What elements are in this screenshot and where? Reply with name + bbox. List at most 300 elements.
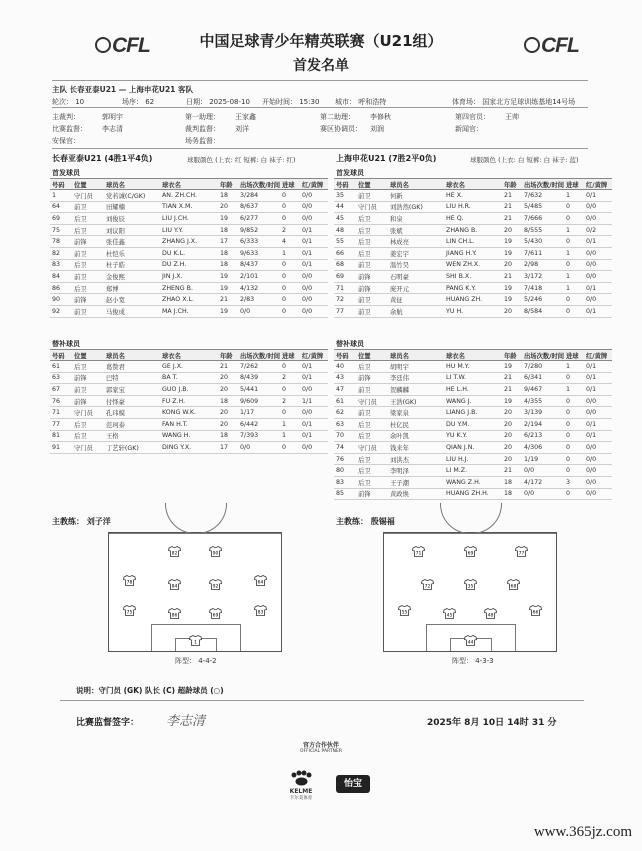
cell-goals: 0 bbox=[564, 294, 584, 306]
cell-shirt-name: LIANG J.B. bbox=[444, 407, 502, 419]
cell-cards: 0/0 bbox=[584, 259, 612, 271]
cell-cards: 0/1 bbox=[300, 430, 328, 442]
home-starters-title: 首发球员 bbox=[52, 169, 80, 177]
cell-cards: 0/1 bbox=[584, 430, 612, 442]
player-shirt-icon bbox=[254, 601, 267, 616]
home-formation-pitch bbox=[108, 532, 282, 652]
cell-shirt-name: HUANG ZH.H. bbox=[444, 488, 502, 500]
cell-cards: 0/1 bbox=[584, 190, 612, 202]
cell-age: 20 bbox=[502, 224, 522, 236]
column-header-shirt-name: 球衣名 bbox=[160, 350, 218, 361]
cell-cards: 0/1 bbox=[584, 418, 612, 430]
cell-age: 21 bbox=[218, 361, 238, 373]
cell-cards: 0/0 bbox=[300, 407, 328, 419]
cell-number: 43 bbox=[334, 372, 356, 384]
cell-number: 77 bbox=[334, 305, 356, 317]
table-row bbox=[334, 271, 612, 283]
cell-player-name: 金俊熙 bbox=[104, 271, 160, 283]
kickoff: 开始时间： 15:30 bbox=[262, 98, 320, 106]
cell-player-name: 刘洪杰 bbox=[388, 453, 444, 465]
cell-goals: 0 bbox=[564, 305, 584, 317]
cell-appearances: 0/0 bbox=[238, 305, 280, 317]
official-label: 比赛监督： bbox=[52, 125, 87, 133]
shirt-number: 48 bbox=[487, 613, 494, 619]
table-row bbox=[334, 224, 612, 236]
column-header-position: 位置 bbox=[72, 350, 104, 361]
cell-appearances: 0/0 bbox=[238, 442, 280, 454]
cell-goals: 0 bbox=[280, 407, 300, 419]
cfl-logo-right: CFL bbox=[524, 34, 579, 58]
official-name: 李志清 bbox=[102, 125, 123, 133]
cell-player-name: 姜宏宇 bbox=[388, 247, 444, 259]
cell-shirt-name: WANG J. bbox=[444, 395, 502, 407]
cell-shirt-name: YU K.Y. bbox=[444, 430, 502, 442]
cell-shirt-name: DU Y.M. bbox=[444, 418, 502, 430]
cell-position: 前卫 bbox=[72, 305, 104, 317]
table-row bbox=[334, 259, 612, 271]
cell-cards: 0/2 bbox=[584, 224, 612, 236]
home-team-name: 长春亚泰U21 (4胜1平4负) bbox=[52, 154, 153, 163]
cell-appearances: 4/355 bbox=[522, 395, 564, 407]
cell-appearances: 3/172 bbox=[522, 271, 564, 283]
table-row bbox=[334, 305, 612, 317]
player-shirt-icon bbox=[168, 542, 181, 557]
cell-appearances: 2/83 bbox=[238, 294, 280, 306]
column-header-shirt-name: 球衣名 bbox=[160, 179, 218, 190]
cell-appearances: 5/441 bbox=[238, 384, 280, 396]
cell-cards: 0/0 bbox=[300, 213, 328, 225]
match-no: 场序： 62 bbox=[122, 98, 155, 106]
cell-number: 85 bbox=[334, 488, 356, 500]
shirt-number: 66 bbox=[532, 610, 539, 616]
cell-cards: 0/1 bbox=[584, 372, 612, 384]
cell-goals: 1 bbox=[564, 384, 584, 396]
column-header-player-name: 球员名 bbox=[388, 350, 444, 361]
cell-number: 81 bbox=[50, 430, 72, 442]
shirt-number: 1 bbox=[193, 640, 197, 646]
cell-position: 前卫 bbox=[356, 384, 388, 396]
cell-position: 后卫 bbox=[72, 418, 104, 430]
cell-shirt-name: LIU H.J. bbox=[444, 453, 502, 465]
cell-age: 20 bbox=[218, 384, 238, 396]
cell-age: 18 bbox=[218, 430, 238, 442]
watermark: www.365jz.com bbox=[533, 824, 632, 840]
supervisor-label: 比赛监督签字： bbox=[76, 718, 140, 728]
shirt-number: 68 bbox=[510, 584, 516, 590]
cell-player-name: 庞开元 bbox=[388, 282, 444, 294]
cell-player-name: 葛赞君 bbox=[104, 361, 160, 373]
official-name: 刘洋 bbox=[235, 125, 249, 133]
cell-goals: 0 bbox=[280, 213, 300, 225]
shirt-number: 69 bbox=[212, 613, 219, 619]
cell-player-name: 赵小宽 bbox=[104, 294, 160, 306]
official-label: 第二助理： bbox=[320, 113, 355, 121]
cell-appearances: 9/609 bbox=[238, 395, 280, 407]
cell-player-name: 余叶凯 bbox=[388, 430, 444, 442]
player-shirt-icon bbox=[515, 542, 528, 557]
cell-shirt-name: GE J.X. bbox=[160, 361, 218, 373]
cell-position: 后卫 bbox=[356, 430, 388, 442]
shirt-number: 45 bbox=[446, 613, 453, 619]
cell-player-name: 范珂泰 bbox=[104, 418, 160, 430]
cell-shirt-name: FU Z.H. bbox=[160, 395, 218, 407]
cell-player-name: 贺麟麟 bbox=[388, 384, 444, 396]
cell-number: 55 bbox=[334, 236, 356, 248]
cell-shirt-name: AN. ZH.CH. bbox=[160, 190, 218, 202]
cell-goals: 0 bbox=[280, 190, 300, 202]
column-header-appearances: 出场次数/时间 bbox=[522, 350, 564, 361]
cell-player-name: 胡明宇 bbox=[388, 361, 444, 373]
away-starters-table bbox=[334, 178, 612, 318]
cell-goals: 1 bbox=[564, 271, 584, 283]
supervisor-signature: 李志清 bbox=[166, 714, 206, 729]
table-row bbox=[334, 488, 612, 500]
player-shirt-icon bbox=[421, 575, 434, 590]
city: 城市： 呼和浩特 bbox=[335, 98, 387, 106]
table-row bbox=[50, 190, 328, 202]
column-header-cards: 红/黄牌 bbox=[584, 350, 612, 361]
cell-shirt-name: HE Q. bbox=[444, 213, 502, 225]
player-shirt-icon bbox=[464, 575, 477, 590]
cell-cards: 0/0 bbox=[584, 476, 612, 488]
cell-age: 21 bbox=[502, 372, 522, 384]
cell-goals: 0 bbox=[564, 488, 584, 500]
player-shirt-icon bbox=[529, 601, 542, 616]
cell-number: 83 bbox=[334, 476, 356, 488]
away-starters-title: 首发球员 bbox=[336, 169, 364, 177]
away-formation: 阵型： 4-3-3 bbox=[452, 657, 494, 665]
cell-goals: 2 bbox=[280, 372, 300, 384]
cell-cards: 0/0 bbox=[584, 465, 612, 477]
cell-position: 后卫 bbox=[72, 430, 104, 442]
away-subs-title: 替补球员 bbox=[336, 340, 364, 348]
table-row bbox=[334, 190, 612, 202]
cell-number: 48 bbox=[334, 224, 356, 236]
cell-goals: 0 bbox=[280, 294, 300, 306]
divider bbox=[52, 107, 588, 108]
cell-goals: 3 bbox=[564, 476, 584, 488]
cell-player-name: 黄政焕 bbox=[388, 488, 444, 500]
cell-goals: 1 bbox=[280, 247, 300, 259]
cell-number: 84 bbox=[50, 271, 72, 283]
table-row bbox=[334, 407, 612, 419]
cell-cards: 0/0 bbox=[584, 213, 612, 225]
cell-position: 后卫 bbox=[72, 224, 104, 236]
cell-appearances: 1/19 bbox=[522, 453, 564, 465]
column-header-position: 位置 bbox=[72, 179, 104, 190]
cell-shirt-name: HUANG ZH. bbox=[444, 294, 502, 306]
cell-position: 后卫 bbox=[356, 465, 388, 477]
cell-cards: 0/0 bbox=[584, 201, 612, 213]
cell-appearances: 2/101 bbox=[238, 271, 280, 283]
cell-number: 76 bbox=[50, 395, 72, 407]
cell-age: 19 bbox=[502, 395, 522, 407]
cell-appearances: 9/852 bbox=[238, 224, 280, 236]
signed-time: 2025年 8月 10日 14时 31 分 bbox=[427, 718, 557, 728]
cell-shirt-name: SHI B.X. bbox=[444, 271, 502, 283]
table-row bbox=[334, 465, 612, 477]
cell-position: 后卫 bbox=[356, 247, 388, 259]
cell-appearances: 6/341 bbox=[522, 372, 564, 384]
cell-age: 20 bbox=[502, 305, 522, 317]
home-subs-table bbox=[50, 349, 328, 454]
cell-player-name: 丁艺轩(GK) bbox=[104, 442, 160, 454]
cell-position: 前锋 bbox=[356, 488, 388, 500]
cell-goals: 1 bbox=[564, 247, 584, 259]
cell-player-name: 石明豪 bbox=[388, 271, 444, 283]
cell-position: 前锋 bbox=[356, 271, 388, 283]
official-label: 场务监督： bbox=[185, 137, 220, 145]
table-header bbox=[334, 350, 612, 361]
table-row bbox=[50, 384, 328, 396]
cell-position: 后卫 bbox=[356, 361, 388, 373]
legend-note: 说明：守门员 (GK) 队长 (C) 超龄球员 (○) bbox=[76, 686, 224, 695]
cell-goals: 1 bbox=[564, 361, 584, 373]
cell-player-name: 郑博 bbox=[104, 282, 160, 294]
center-arc bbox=[165, 503, 227, 534]
column-header-appearances: 出场次数/时间 bbox=[238, 350, 280, 361]
cell-appearances: 9/467 bbox=[522, 384, 564, 396]
cell-number: 63 bbox=[50, 372, 72, 384]
cell-appearances: 6/442 bbox=[238, 418, 280, 430]
cell-position: 后卫 bbox=[356, 236, 388, 248]
table-row bbox=[334, 442, 612, 454]
cell-shirt-name: DING Y.X. bbox=[160, 442, 218, 454]
cell-age: 18 bbox=[502, 476, 522, 488]
cell-position: 前锋 bbox=[72, 372, 104, 384]
cell-position: 前卫 bbox=[72, 201, 104, 213]
official-label: 第四官员： bbox=[455, 113, 490, 121]
shirt-number: 92 bbox=[212, 584, 219, 590]
cell-shirt-name: ZHAO X.L. bbox=[160, 294, 218, 306]
cell-cards: 0/0 bbox=[300, 282, 328, 294]
cell-number: 72 bbox=[334, 294, 356, 306]
cell-goals: 0 bbox=[280, 305, 300, 317]
cell-number: 69 bbox=[50, 213, 72, 225]
cell-age: 20 bbox=[502, 430, 522, 442]
official-name: 郭明宇 bbox=[102, 113, 123, 121]
cell-appearances: 1/17 bbox=[238, 407, 280, 419]
cell-player-name: 温竹昊 bbox=[388, 259, 444, 271]
table-row bbox=[50, 247, 328, 259]
cell-number: 74 bbox=[334, 442, 356, 454]
cell-number: 64 bbox=[50, 201, 72, 213]
cell-goals: 0 bbox=[564, 236, 584, 248]
cell-number: 70 bbox=[334, 430, 356, 442]
cell-appearances: 5/485 bbox=[522, 201, 564, 213]
away-subs-table bbox=[334, 349, 612, 500]
cell-age: 20 bbox=[502, 259, 522, 271]
cell-player-name: 杜子皓 bbox=[104, 259, 160, 271]
official-label: 第一助理： bbox=[185, 113, 220, 121]
cell-player-name: 李廷伟 bbox=[388, 372, 444, 384]
cell-player-name: 马俊成 bbox=[104, 305, 160, 317]
cell-appearances: 6/277 bbox=[238, 213, 280, 225]
player-shirt-icon bbox=[189, 631, 202, 646]
column-header-shirt-name: 球衣名 bbox=[444, 179, 502, 190]
cell-age: 19 bbox=[218, 282, 238, 294]
cell-goals: 1 bbox=[564, 224, 584, 236]
kelme-logo bbox=[284, 770, 318, 801]
cell-shirt-name: HE X. bbox=[444, 190, 502, 202]
cell-age: 21 bbox=[502, 271, 522, 283]
home-coach: 主教练： 刘子洋 bbox=[52, 517, 111, 526]
venue: 体育场： 国家北方足球训练基地14号场 bbox=[452, 98, 576, 106]
cell-age: 19 bbox=[502, 294, 522, 306]
cell-player-name: 王格 bbox=[104, 430, 160, 442]
table-row bbox=[50, 282, 328, 294]
cfl-logo-left: CFL bbox=[95, 34, 150, 58]
cell-shirt-name: GUO J.B. bbox=[160, 384, 218, 396]
official-label: 赛区协调员： bbox=[320, 125, 362, 133]
cell-age: 20 bbox=[502, 442, 522, 454]
cell-goals: 1 bbox=[280, 430, 300, 442]
cell-cards: 0/1 bbox=[584, 236, 612, 248]
cell-goals: 0 bbox=[280, 361, 300, 373]
cell-age: 20 bbox=[218, 201, 238, 213]
cell-position: 前卫 bbox=[356, 294, 388, 306]
cell-cards: 0/0 bbox=[300, 271, 328, 283]
cell-goals: 0 bbox=[280, 271, 300, 283]
cell-cards: 0/1 bbox=[300, 224, 328, 236]
cell-shirt-name: ZHANG B. bbox=[444, 224, 502, 236]
column-header-cards: 红/黄牌 bbox=[300, 179, 328, 190]
cell-shirt-name: FAN H.T. bbox=[160, 418, 218, 430]
table-header bbox=[50, 350, 328, 361]
shirt-number: 84 bbox=[171, 584, 178, 590]
cell-number: 92 bbox=[50, 305, 72, 317]
cell-age: 21 bbox=[502, 201, 522, 213]
table-header bbox=[50, 179, 328, 190]
column-header-cards: 红/黄牌 bbox=[584, 179, 612, 190]
home-starters-table bbox=[50, 178, 328, 318]
cell-position: 后卫 bbox=[356, 213, 388, 225]
player-shirt-icon bbox=[507, 575, 520, 590]
cell-goals: 0 bbox=[564, 430, 584, 442]
table-row bbox=[334, 247, 612, 259]
cell-position: 前锋 bbox=[72, 294, 104, 306]
cell-appearances: 8/584 bbox=[522, 305, 564, 317]
table-row bbox=[334, 395, 612, 407]
cell-number: 66 bbox=[334, 247, 356, 259]
cell-age: 19 bbox=[218, 271, 238, 283]
cell-position: 前卫 bbox=[72, 384, 104, 396]
away-team-name: 上海申花U21 (7胜2平0负) bbox=[336, 154, 437, 163]
table-row bbox=[50, 430, 328, 442]
kelme-name: KELME bbox=[289, 788, 313, 795]
cell-position: 后卫 bbox=[72, 361, 104, 373]
cell-player-name: 王子潮 bbox=[388, 476, 444, 488]
cell-number: 75 bbox=[50, 224, 72, 236]
player-shirt-icon bbox=[123, 571, 136, 586]
cell-cards: 0/1 bbox=[584, 361, 612, 373]
shirt-number: 90 bbox=[212, 551, 219, 557]
cell-cards: 0/1 bbox=[300, 372, 328, 384]
cell-player-name: 郭家宝 bbox=[104, 384, 160, 396]
cell-number: 61 bbox=[50, 361, 72, 373]
cell-cards: 0/1 bbox=[300, 236, 328, 248]
cell-position: 后卫 bbox=[356, 476, 388, 488]
cell-goals: 0 bbox=[564, 465, 584, 477]
cell-appearances: 5/430 bbox=[522, 236, 564, 248]
cell-goals: 0 bbox=[280, 259, 300, 271]
player-shirt-icon bbox=[168, 604, 181, 619]
cell-shirt-name: DU Z.H. bbox=[160, 259, 218, 271]
cell-appearances: 7/262 bbox=[238, 361, 280, 373]
shirt-number: 77 bbox=[518, 551, 525, 557]
cell-age: 17 bbox=[218, 236, 238, 248]
column-header-goals: 进球 bbox=[280, 179, 300, 190]
cell-appearances: 4/132 bbox=[238, 282, 280, 294]
cell-player-name: 张斌 bbox=[388, 224, 444, 236]
cell-number: 78 bbox=[50, 236, 72, 248]
round: 轮次： 10 bbox=[52, 98, 85, 106]
player-shirt-icon bbox=[123, 601, 136, 616]
cell-position: 后卫 bbox=[356, 224, 388, 236]
shirt-number: 75 bbox=[126, 610, 133, 616]
cell-player-name: 梁家泉 bbox=[388, 407, 444, 419]
cell-number: 91 bbox=[50, 442, 72, 454]
table-row bbox=[334, 476, 612, 488]
shirt-number: 83 bbox=[257, 610, 264, 616]
cell-age: 21 bbox=[502, 465, 522, 477]
cell-appearances: 8/439 bbox=[238, 372, 280, 384]
cell-number: 80 bbox=[334, 465, 356, 477]
table-row bbox=[334, 361, 612, 373]
shirt-number: 35 bbox=[467, 584, 473, 590]
cell-appearances: 7/632 bbox=[522, 190, 564, 202]
cell-cards: 0/0 bbox=[584, 294, 612, 306]
cell-cards: 0/1 bbox=[300, 361, 328, 373]
cell-position: 前锋 bbox=[356, 282, 388, 294]
cell-age: 18 bbox=[218, 247, 238, 259]
cell-cards: 0/0 bbox=[584, 453, 612, 465]
official-name: 王帅 bbox=[505, 113, 519, 121]
center-arc bbox=[440, 503, 502, 534]
cell-position: 守门员 bbox=[356, 395, 388, 407]
home-subs-title: 替补球员 bbox=[52, 340, 80, 348]
player-shirt-icon bbox=[464, 542, 477, 557]
table-row bbox=[50, 442, 328, 454]
cell-player-name: 和泉 bbox=[388, 213, 444, 225]
table-row bbox=[50, 407, 328, 419]
cell-appearances: 8/555 bbox=[522, 224, 564, 236]
cell-cards: 0/0 bbox=[300, 201, 328, 213]
table-row bbox=[50, 361, 328, 373]
cell-number: 90 bbox=[50, 294, 72, 306]
cell-age: 19 bbox=[218, 213, 238, 225]
cell-shirt-name: ZHENG B. bbox=[160, 282, 218, 294]
cell-position: 前卫 bbox=[72, 247, 104, 259]
table-row bbox=[50, 259, 328, 271]
partner-subtitle: OFFICIAL PARTNER bbox=[300, 749, 342, 754]
cell-age: 17 bbox=[218, 442, 238, 454]
cell-goals: 0 bbox=[564, 418, 584, 430]
table-row bbox=[50, 305, 328, 317]
official-name: 李修秋 bbox=[370, 113, 391, 121]
cell-age: 18 bbox=[218, 190, 238, 202]
cell-goals: 0 bbox=[564, 259, 584, 271]
cell-appearances: 4/306 bbox=[522, 442, 564, 454]
table-row bbox=[50, 372, 328, 384]
cell-shirt-name: BA T. bbox=[160, 372, 218, 384]
cell-age: 19 bbox=[502, 236, 522, 248]
cell-position: 前卫 bbox=[356, 259, 388, 271]
official-label: 裁判监督： bbox=[185, 125, 220, 133]
column-header-appearances: 出场次数/时间 bbox=[238, 179, 280, 190]
column-header-goals: 进球 bbox=[564, 350, 584, 361]
partner-title: 官方合作伙伴 bbox=[302, 742, 339, 749]
